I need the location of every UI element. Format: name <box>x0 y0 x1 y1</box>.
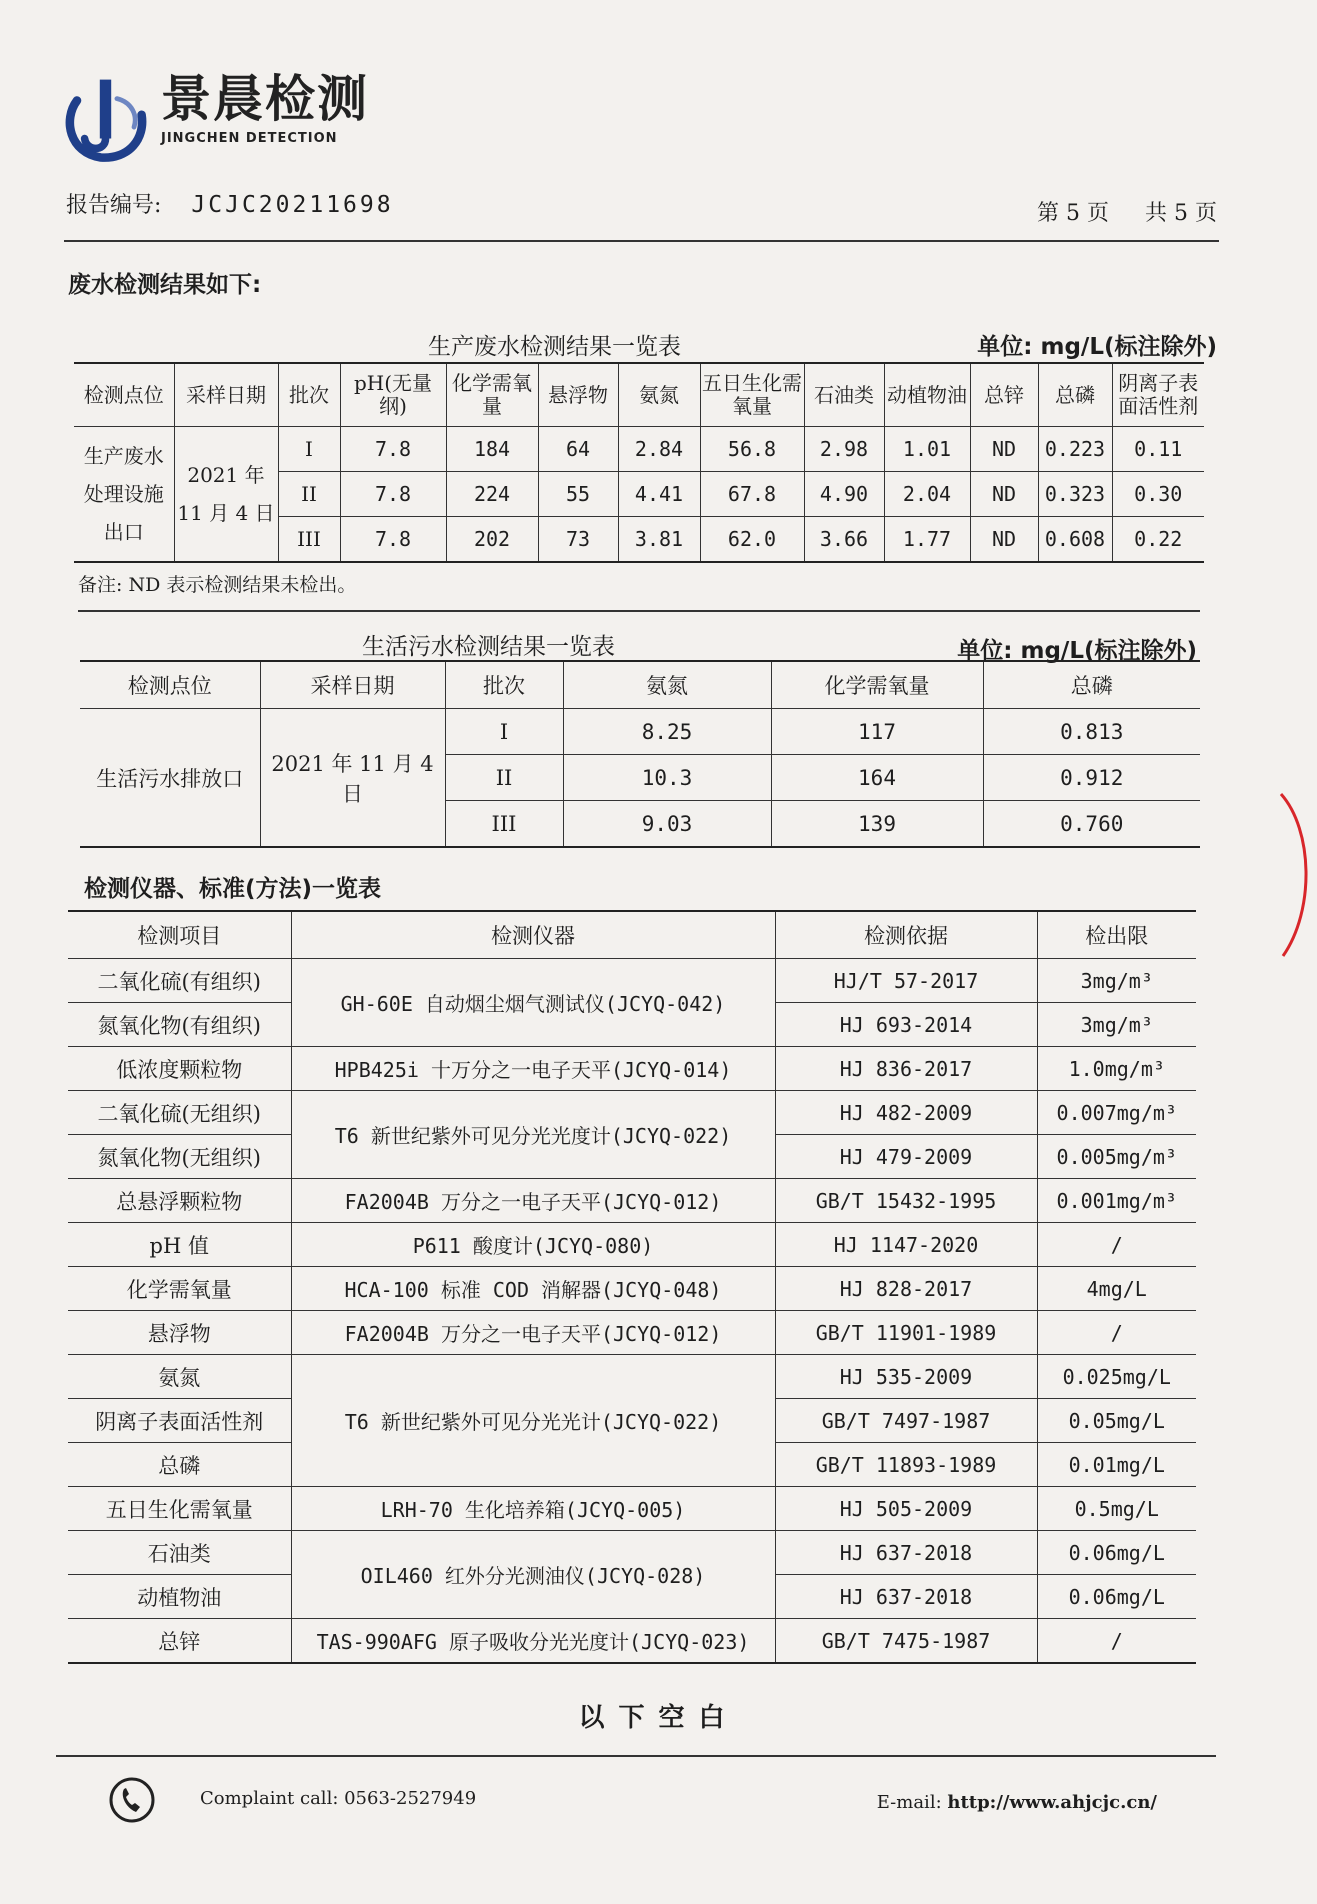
sampling-point: 生产废水处理设施出口 <box>74 427 174 563</box>
column-header: 化学需氧量 <box>771 661 983 709</box>
detection-limit: 0.025mg/L <box>1037 1355 1196 1399</box>
detection-limit: 0.5mg/L <box>1037 1487 1196 1531</box>
standard: GB/T 11893-1989 <box>775 1443 1037 1487</box>
table-header-row <box>74 363 1204 427</box>
detection-limit: 1.0mg/m³ <box>1037 1047 1196 1091</box>
standard: HJ 828-2017 <box>775 1267 1037 1311</box>
table-row <box>68 1355 1196 1399</box>
table-row <box>68 1267 1196 1311</box>
table-cell: 2.84 <box>618 427 700 472</box>
table-cell: 3.66 <box>804 517 884 563</box>
column-header: 采样日期 <box>174 363 278 427</box>
table-cell: 67.8 <box>700 472 804 517</box>
table-cell: 164 <box>771 755 983 801</box>
column-header: 总磷 <box>983 661 1200 709</box>
detection-limit: / <box>1037 1223 1196 1267</box>
column-header: 检测项目 <box>68 911 291 959</box>
instrument-standard-table <box>68 910 1196 1664</box>
column-header: 检测点位 <box>80 661 260 709</box>
table-cell: 224 <box>446 472 538 517</box>
test-item: 石油类 <box>68 1531 291 1575</box>
table-cell: 0.30 <box>1112 472 1204 517</box>
instrument: T6 新世纪紫外可见分光光计(JCYQ-022) <box>291 1355 775 1487</box>
production-table-caption: 生产废水检测结果一览表 <box>428 334 681 360</box>
table-cell: 0.608 <box>1038 517 1112 563</box>
sampling-date: 2021 年 11 月 4 日 <box>260 709 445 848</box>
standard: HJ 637-2018 <box>775 1575 1037 1619</box>
table-row <box>80 709 1200 755</box>
detection-limit: / <box>1037 1311 1196 1355</box>
test-item: 动植物油 <box>68 1575 291 1619</box>
table-cell: 73 <box>538 517 618 563</box>
instrument: LRH-70 生化培养箱(JCYQ-005) <box>291 1487 775 1531</box>
column-header: 总磷 <box>1038 363 1112 427</box>
test-item: 低浓度颗粒物 <box>68 1047 291 1091</box>
table-cell: 1.01 <box>884 427 970 472</box>
column-header: 悬浮物 <box>538 363 618 427</box>
instrument: HPB425i 十万分之一电子天平(JCYQ-014) <box>291 1047 775 1091</box>
table-row <box>68 1223 1196 1267</box>
intro-heading: 废水检测结果如下: <box>68 272 262 298</box>
page-current: 第 5 页 <box>1037 201 1110 226</box>
standard: HJ 836-2017 <box>775 1047 1037 1091</box>
standard: HJ 479-2009 <box>775 1135 1037 1179</box>
table-cell: 7.8 <box>340 427 446 472</box>
page-total: 共 5 页 <box>1145 201 1217 226</box>
domestic-sewage-table <box>80 660 1200 848</box>
table-row <box>68 959 1196 1003</box>
table-cell: 8.25 <box>563 709 771 755</box>
column-header: 动植物油 <box>884 363 970 427</box>
column-header: 检测仪器 <box>291 911 775 959</box>
column-header: 氨氮 <box>618 363 700 427</box>
instrument: HCA-100 标准 COD 消解器(JCYQ-048) <box>291 1267 775 1311</box>
test-item: 总锌 <box>68 1619 291 1664</box>
instrument: OIL460 红外分光测油仪(JCYQ-028) <box>291 1531 775 1619</box>
batch: II <box>445 755 563 801</box>
batch: I <box>445 709 563 755</box>
detection-limit: 0.007mg/m³ <box>1037 1091 1196 1135</box>
table-cell: 0.223 <box>1038 427 1112 472</box>
report-number-label: 报告编号: <box>66 193 162 218</box>
detection-limit: 0.001mg/m³ <box>1037 1179 1196 1223</box>
instrument: T6 新世纪紫外可见分光光度计(JCYQ-022) <box>291 1091 775 1179</box>
instrument: FA2004B 万分之一电子天平(JCYQ-012) <box>291 1311 775 1355</box>
standard: HJ 1147-2020 <box>775 1223 1037 1267</box>
report-number-value: JCJC20211698 <box>191 192 394 218</box>
column-header: 氨氮 <box>563 661 771 709</box>
column-header: pH(无量纲) <box>340 363 446 427</box>
test-item: 总磷 <box>68 1443 291 1487</box>
batch: III <box>278 517 340 563</box>
table-note: 备注: ND 表示检测结果未检出。 <box>78 574 357 596</box>
table-cell: 0.22 <box>1112 517 1204 563</box>
standard: HJ 535-2009 <box>775 1355 1037 1399</box>
column-header: 阴离子表面活性剂 <box>1112 363 1204 427</box>
table-row <box>68 1091 1196 1135</box>
table-cell: 62.0 <box>700 517 804 563</box>
column-header: 五日生化需氧量 <box>700 363 804 427</box>
table-row <box>68 1179 1196 1223</box>
table-cell: 55 <box>538 472 618 517</box>
test-item: 总悬浮颗粒物 <box>68 1179 291 1223</box>
table-cell: 0.912 <box>983 755 1200 801</box>
table-cell: 0.11 <box>1112 427 1204 472</box>
column-header: 石油类 <box>804 363 884 427</box>
column-header: 批次 <box>278 363 340 427</box>
seal-stamp-icon <box>1277 790 1317 960</box>
table-header-row <box>68 911 1196 959</box>
test-item: 二氧化硫(无组织) <box>68 1091 291 1135</box>
detection-limit: / <box>1037 1619 1196 1664</box>
production-wastewater-table <box>74 362 1204 563</box>
instrument: TAS-990AFG 原子吸收分光光度计(JCYQ-023) <box>291 1619 775 1664</box>
table-row <box>68 1531 1196 1575</box>
table-row <box>74 427 1204 472</box>
column-header: 采样日期 <box>260 661 445 709</box>
test-item: 化学需氧量 <box>68 1267 291 1311</box>
detection-limit: 3mg/m³ <box>1037 1003 1196 1047</box>
table-cell: 56.8 <box>700 427 804 472</box>
table-cell: 3.81 <box>618 517 700 563</box>
sampling-point: 生活污水排放口 <box>80 709 260 848</box>
instrument: P611 酸度计(JCYQ-080) <box>291 1223 775 1267</box>
company-logo <box>58 72 369 167</box>
detection-limit: 3mg/m³ <box>1037 959 1196 1003</box>
table-cell: ND <box>970 427 1038 472</box>
detection-limit: 0.005mg/m³ <box>1037 1135 1196 1179</box>
company-name-cn: 景晨检测 <box>161 70 369 128</box>
test-item: pH 值 <box>68 1223 291 1267</box>
instrument: FA2004B 万分之一电子天平(JCYQ-012) <box>291 1179 775 1223</box>
table-row <box>68 1311 1196 1355</box>
table-cell: 2.04 <box>884 472 970 517</box>
batch: III <box>445 801 563 848</box>
table-cell: 9.03 <box>563 801 771 848</box>
standard: HJ 637-2018 <box>775 1531 1037 1575</box>
phone-icon <box>108 1776 156 1824</box>
test-item: 氨氮 <box>68 1355 291 1399</box>
column-header: 检测依据 <box>775 911 1037 959</box>
table-cell: 117 <box>771 709 983 755</box>
standard: HJ 482-2009 <box>775 1091 1037 1135</box>
standard: GB/T 15432-1995 <box>775 1179 1037 1223</box>
column-header: 化学需氧量 <box>446 363 538 427</box>
test-item: 氮氧化物(无组织) <box>68 1135 291 1179</box>
detection-limit: 0.05mg/L <box>1037 1399 1196 1443</box>
column-header: 检出限 <box>1037 911 1196 959</box>
standard: HJ 505-2009 <box>775 1487 1037 1531</box>
table-row <box>68 1619 1196 1664</box>
table-header-row <box>80 661 1200 709</box>
domestic-table-caption: 生活污水检测结果一览表 <box>362 634 615 660</box>
standard: HJ/T 57-2017 <box>775 959 1037 1003</box>
table-cell: 7.8 <box>340 517 446 563</box>
table-cell: 184 <box>446 427 538 472</box>
table-cell: 10.3 <box>563 755 771 801</box>
footer-divider <box>56 1755 1216 1757</box>
company-name-en: JINGCHEN DETECTION <box>161 131 338 146</box>
table-cell: 0.760 <box>983 801 1200 848</box>
table-cell: 64 <box>538 427 618 472</box>
table-row <box>68 1487 1196 1531</box>
standard: GB/T 7475-1987 <box>775 1619 1037 1664</box>
detection-limit: 0.06mg/L <box>1037 1575 1196 1619</box>
column-header: 检测点位 <box>74 363 174 427</box>
complaint-phone: Complaint call: 0563-2527949 <box>200 1788 477 1809</box>
report-number <box>66 188 394 219</box>
test-item: 氮氧化物(有组织) <box>68 1003 291 1047</box>
detection-limit: 0.06mg/L <box>1037 1531 1196 1575</box>
table-cell: 202 <box>446 517 538 563</box>
logo-mark-icon <box>58 72 153 167</box>
instrument: GH-60E 自动烟尘烟气测试仪(JCYQ-042) <box>291 959 775 1047</box>
test-item: 悬浮物 <box>68 1311 291 1355</box>
production-table-unit: 单位: mg/L(标注除外) <box>977 334 1217 360</box>
table-cell: 0.813 <box>983 709 1200 755</box>
website-link[interactable]: http://www.ahjcjc.cn/ <box>947 1792 1157 1813</box>
table-cell: ND <box>970 517 1038 563</box>
table-cell: 0.323 <box>1038 472 1112 517</box>
table-cell: 1.77 <box>884 517 970 563</box>
test-item: 二氧化硫(有组织) <box>68 959 291 1003</box>
table-cell: ND <box>970 472 1038 517</box>
table-cell: 2.98 <box>804 427 884 472</box>
standard: HJ 693-2014 <box>775 1003 1037 1047</box>
sampling-date: 2021 年 11 月 4 日 <box>174 427 278 563</box>
footer-email <box>877 1792 1157 1813</box>
test-item: 阴离子表面活性剂 <box>68 1399 291 1443</box>
table-cell: 4.90 <box>804 472 884 517</box>
test-item: 五日生化需氧量 <box>68 1487 291 1531</box>
column-header: 总锌 <box>970 363 1038 427</box>
page-indicator <box>1037 196 1217 227</box>
end-of-content-mark: 以下空白 <box>578 1703 739 1733</box>
header-divider <box>64 240 1219 242</box>
table-cell: 139 <box>771 801 983 848</box>
table-cell: 7.8 <box>340 472 446 517</box>
detection-limit: 4mg/L <box>1037 1267 1196 1311</box>
email-label: E-mail: <box>876 1792 942 1813</box>
domestic-table-unit: 单位: mg/L(标注除外) <box>957 638 1197 664</box>
instrument-table-title: 检测仪器、标准(方法)一览表 <box>84 876 382 902</box>
column-header: 批次 <box>445 661 563 709</box>
standard: GB/T 11901-1989 <box>775 1311 1037 1355</box>
table-cell: 4.41 <box>618 472 700 517</box>
section-divider <box>78 610 1200 612</box>
batch: I <box>278 427 340 472</box>
standard: GB/T 7497-1987 <box>775 1399 1037 1443</box>
detection-limit: 0.01mg/L <box>1037 1443 1196 1487</box>
table-row <box>68 1047 1196 1091</box>
batch: II <box>278 472 340 517</box>
